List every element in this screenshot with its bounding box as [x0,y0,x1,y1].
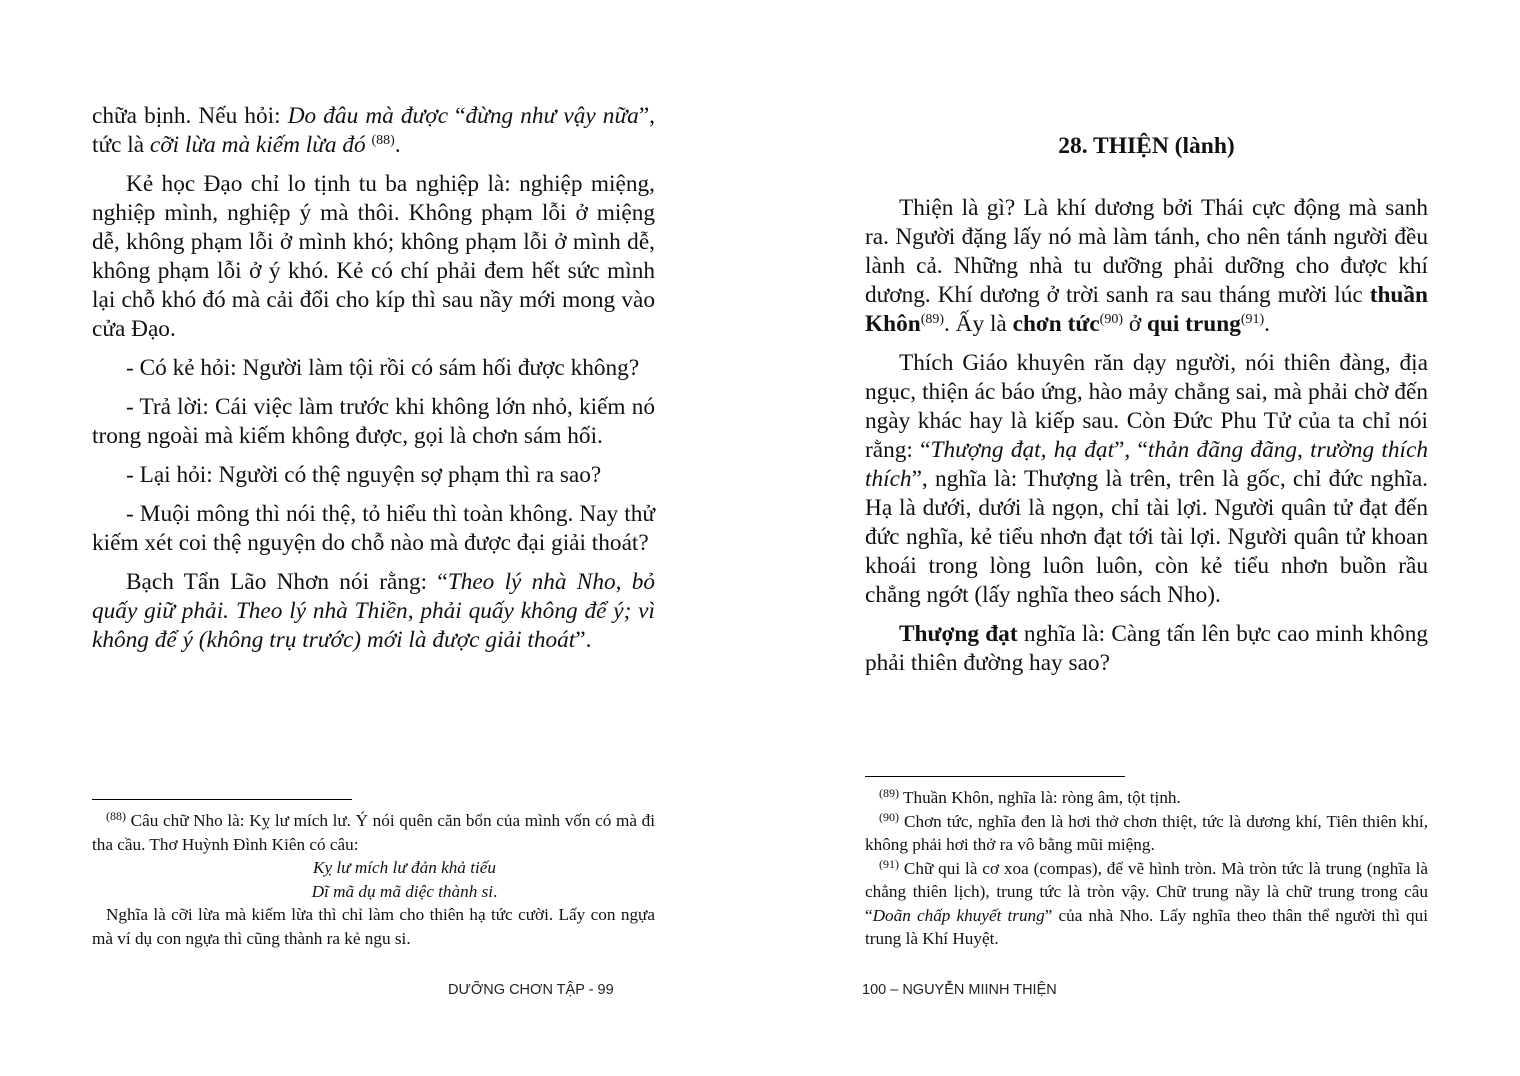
footnote-verse: Dĩ mã dụ mã diệc thành si. [311,881,498,901]
footnote-rule [865,776,1125,777]
paragraph: Bạch Tẩn Lão Nhơn nói rằng: “Theo lý nhà Nho, bỏ quấy giữ phải. Theo lý nhà Thiền, phải quấy không để ý; vì không để ý (không trụ trước) mới là được giải thoát”. [92,569,655,653]
footnote-88: $^{(88)}$ Câu chữ Nho là: Kỵ lư mích lư. Ý nói quên căn bổn của mình vốn có mà đi tha cầu. Thơ Huỳnh Đình Kiên có câu: [92,809,655,854]
section-title: 28. THIỆN (lành) [1058,133,1235,159]
footnote-ref-90: (90) [1099,312,1123,327]
footnotes-right [865,786,1428,951]
footnote-88-continued: Nghĩa là cỡi lừa mà kiếm lừa thì chỉ làm cho thiên hạ tức cười. Lấy con ngựa mà ví dụ con ngựa thì cũng thành ra kẻ ngu si. [92,905,655,948]
right-body-text [865,194,1428,688]
paragraph: Thích Giáo khuyên răn dạy người, nói thiên đàng, địa ngục, thiện ác báo ứng, hào mảy chẳng sai, mà phải chờ đến ngày khác hay là kiếp sau. Còn Đức Phu Tử của ta chỉ nói rằng: “Thượng đạt, hạ đạt”, “thản đãng đãng, trường thích thích”, nghĩa là: Thượng là trên, trên là gốc, chỉ đức nghĩa. Hạ là dưới, dưới là ngọn, chỉ tài lợi. Người quân tử đạt đến đức nghĩa, kẻ tiểu nhơn đạt tới tài lợi. Người quân tử khoan khoái trong lòng luôn luôn, còn kẻ tiểu nhơn buồn rầu chẳng ngớt (lấy nghĩa theo sách Nho). [865,350,1428,608]
footnote-91: $^{(91)}$ Chữ qui là cơ xoa (compas), để vẽ hình tròn. Mà tròn tức là trung (nghĩa là chẳng thiên lịch), trung tức là tròn vậy. Chữ trung nầy là chữ trung trong câu “Doãn chấp khuyết trung” của nhà Nho. Lấy nghĩa theo thân thể người thì qui trung là Khí Huyệt. [865,856,1428,948]
footnote-rule [92,799,352,800]
footnote-89: $^{(89)}$ Thuần Khôn, nghĩa là: ròng âm, tột tịnh. [879,786,1181,807]
footnotes-left [92,809,655,950]
paragraph: chữa bịnh. Nếu hỏi: Do đâu mà được “đừng như vậy nữa”, tức là cỡi lừa mà kiếm lừa đó $^{(88)}$. [92,103,655,158]
paragraph: - Có kẻ hỏi: Người làm tội rồi có sám hối được không? [126,355,640,381]
page-footer-right: 100 – NGUYỄN MIINH THIỆN [862,982,1057,998]
paragraph: - Muội mông thì nói thệ, tỏ hiểu thì toàn không. Nay thử kiếm xét coi thệ nguyện do chỗ nào mà được đại giải thoát? [92,501,655,556]
footnote-ref-91: (91) [1240,312,1265,327]
paragraph: Thiện là gì? Là khí dương bởi Thái cực động mà sanh ra. Người đặng lấy nó mà làm tánh, cho nên tánh người đều lành cả. Những nhà tu dưỡng phải dưỡng cho được khí dương. Khí dương ở trời sanh ra sau tháng mười lúc thuần Khôn$^{(89)}$. Ấy là chơn tức$^{(90)}$ ở qui trung$^{(91)}$. [865,195,1428,337]
footnote-90: $^{(90)}$ Chơn tức, nghĩa đen là hơi thở chơn thiệt, tức là dương khí, Tiên thiên khí, không phải hơi thở ra vô bằng mũi miệng. [865,809,1428,854]
footnote-ref-89: (89) [920,312,945,327]
paragraph: - Trả lời: Cái việc làm trước khi không lớn nhỏ, kiếm nó trong ngoài mà kiếm không được, gọi là chơn sám hối. [92,394,655,449]
footnote-verse: Kỵ lư mích lư đản khả tiếu [313,858,496,877]
paragraph: - Lại hỏi: Người có thệ nguyện sợ phạm thì ra sao? [126,462,602,488]
page-footer-left: DƯỠNG CHƠN TẬP - 99 [448,982,614,998]
paragraph: Thượng đạt nghĩa là: Càng tấn lên bực cao minh không phải thiên đường hay sao? [865,621,1428,676]
left-body-text [92,102,655,665]
footnote-ref-88: (88) [371,133,395,148]
paragraph: Kẻ học Đạo chỉ lo tịnh tu ba nghiệp là: nghiệp miệng, nghiệp mình, nghiệp ý mà thôi. Không phạm lỗi ở miệng dễ, không phạm lỗi ở mình khó; không phạm lỗi ở mình dễ, không phạm lỗi ở ý khó. Kẻ có chí phải đem hết sức mình lại chỗ khó đó mà cải đổi cho kíp thì sau nầy mới mong vào cửa Đạo. [92,171,655,342]
